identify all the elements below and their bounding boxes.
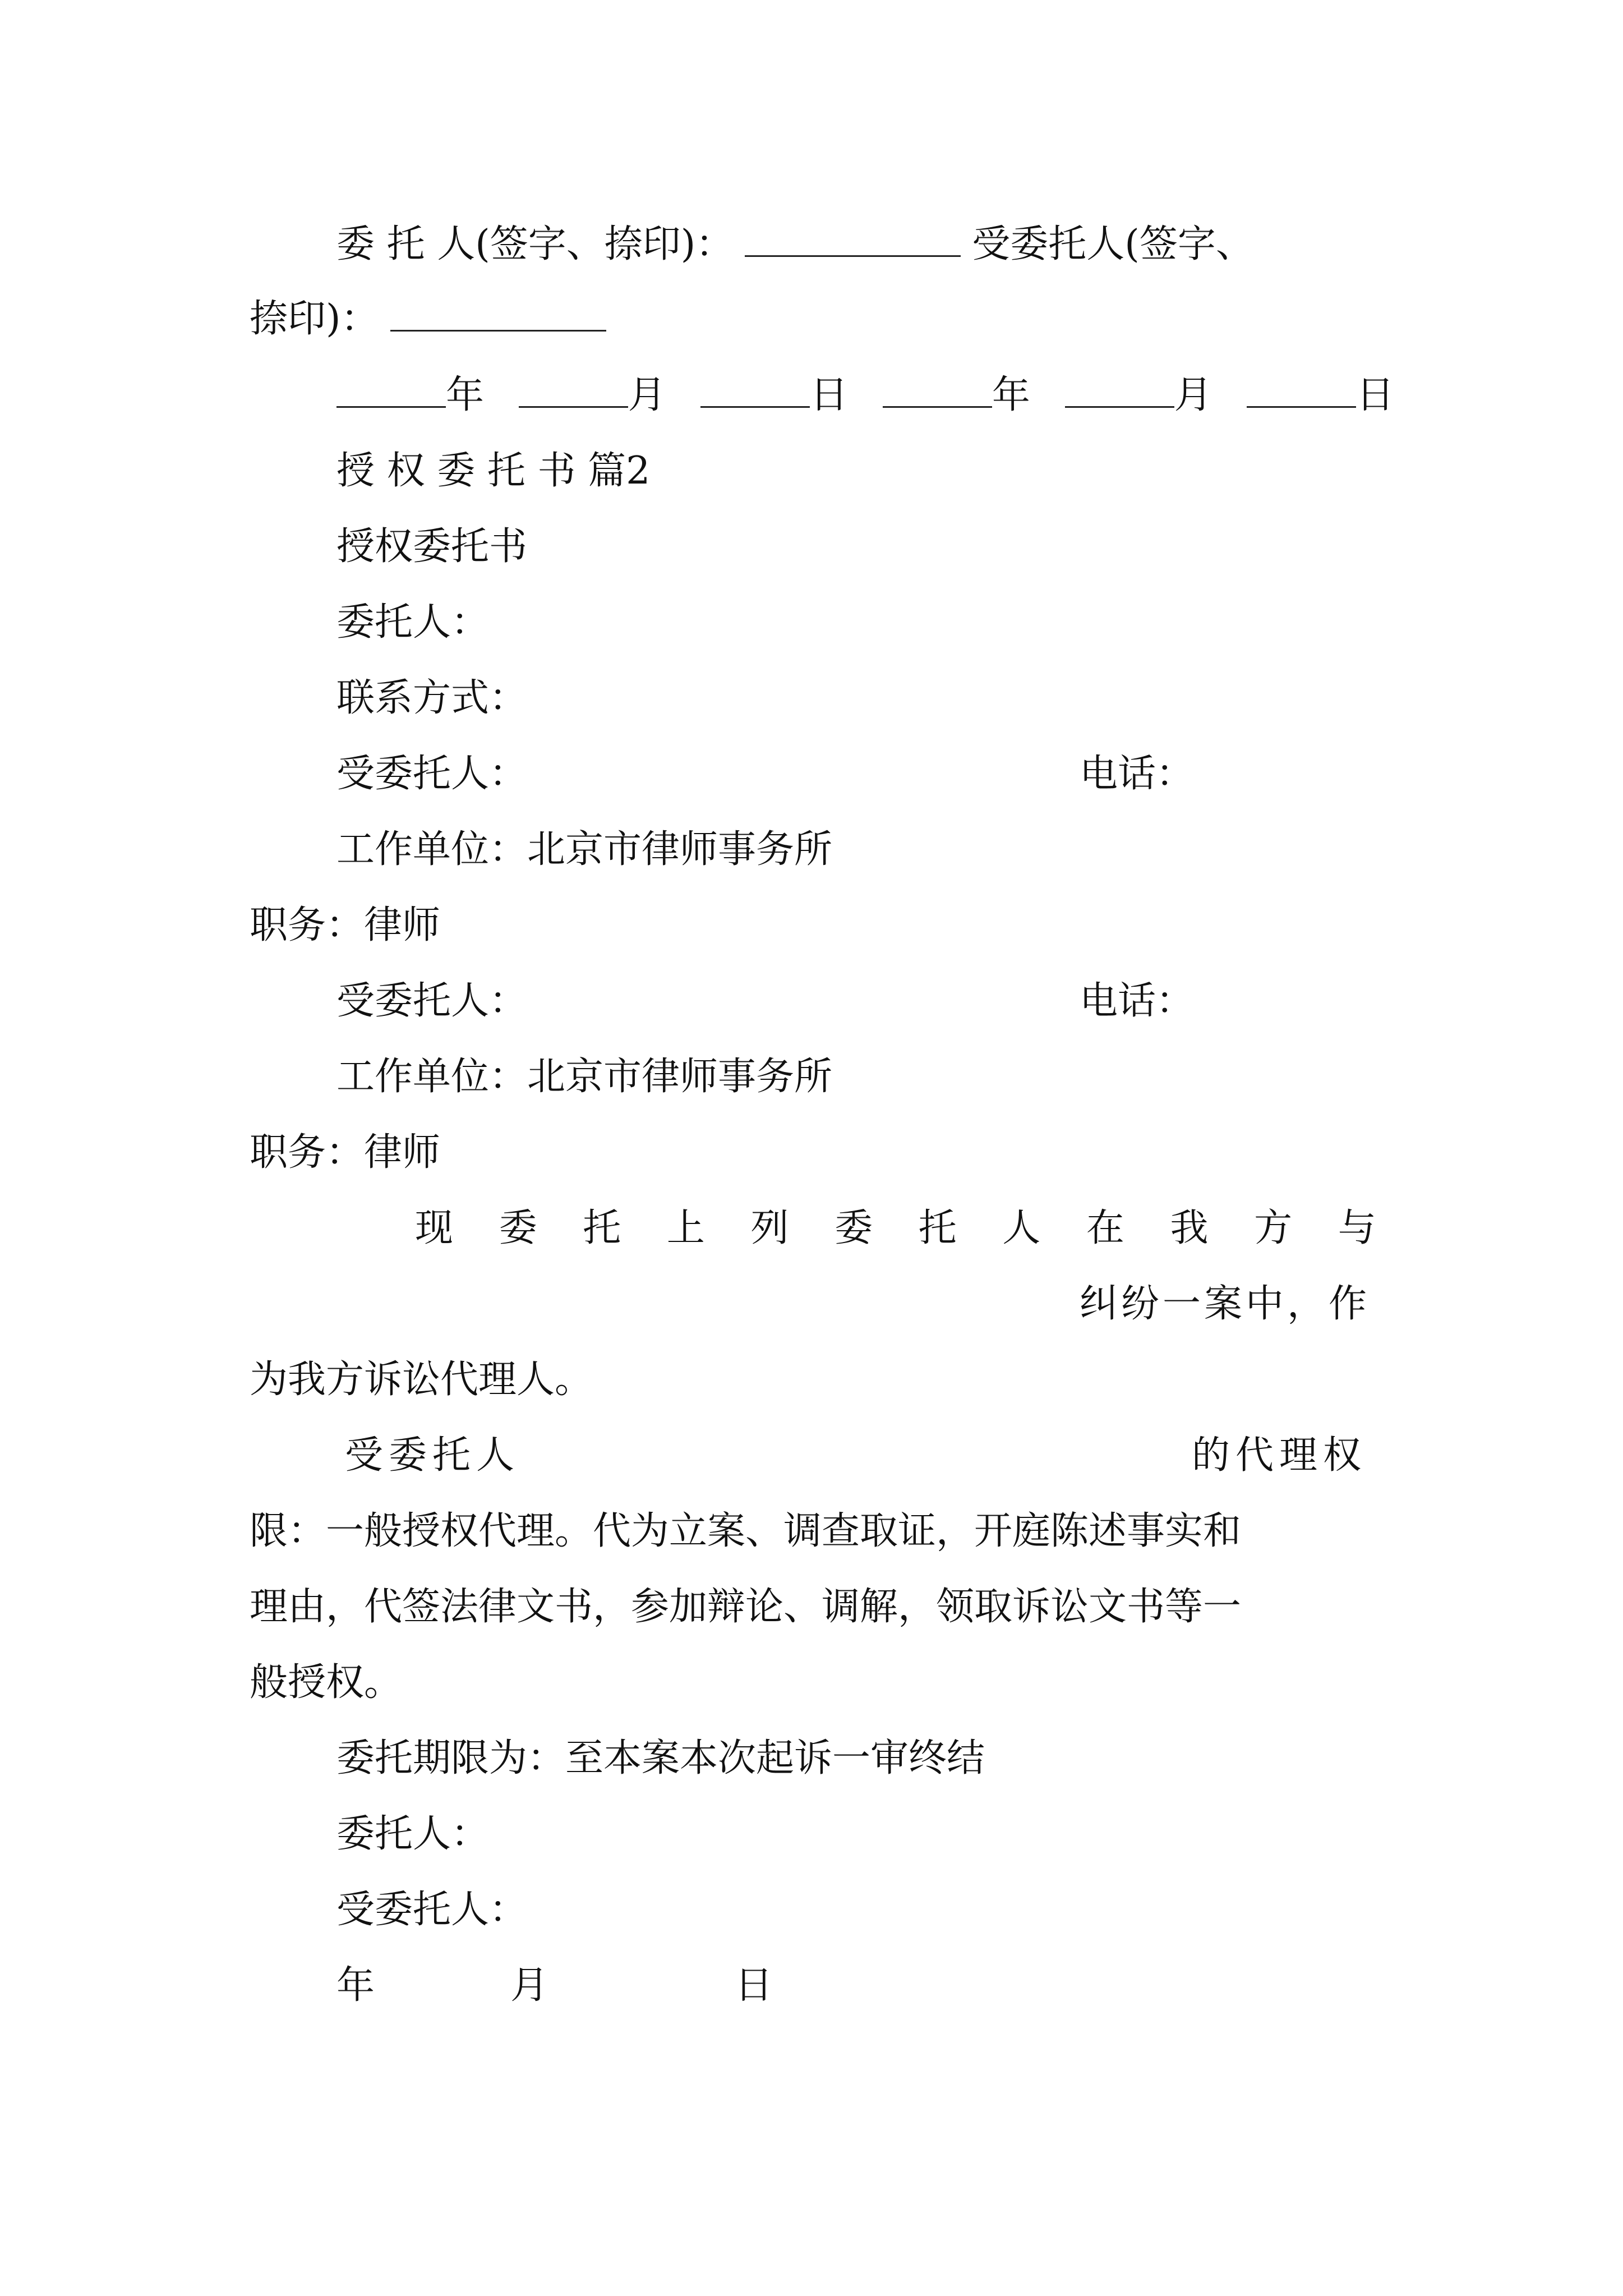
section-heading: 授 权 委 托 书 篇2 <box>336 449 651 493</box>
date-blank <box>519 367 628 408</box>
commission-text-line-1: 现 委 托 上 列 委 托 人 在 我 方 与 <box>415 1206 1393 1250</box>
authority-line-4: 般授权。 <box>250 1660 403 1705</box>
agent-1-position: 职务：律师 <box>250 903 441 947</box>
contact-label: 联系方式： <box>336 676 528 720</box>
principal-signature-blank <box>745 216 961 257</box>
agent-1-workplace: 工作单位：北京市律师事务所 <box>336 827 833 872</box>
authority-line-2: 限：一般授权代理。代为立案、调查取证，开庭陈述事实和 <box>250 1509 1242 1553</box>
date-day-1: 日 <box>810 373 849 417</box>
date-blank <box>1247 367 1356 408</box>
principal-signature-line <box>336 216 1254 273</box>
principal-label: 委托人： <box>336 600 490 645</box>
agent-signature-label: 受委托人(签字、 <box>972 222 1254 266</box>
agent-2-position: 职务：律师 <box>250 1130 441 1175</box>
sign-year: 年 <box>336 1963 375 2008</box>
principal-signature-label: 委 托 人(签字、捺印)： <box>336 222 734 266</box>
authority-left: 受委托人 <box>345 1433 520 1478</box>
agent-2-label: 受委托人： <box>336 979 528 1023</box>
commission-text-line-2: 纠纷一案中，作 <box>1080 1282 1371 1326</box>
date-blank <box>1065 367 1174 408</box>
agent-2-workplace: 工作单位：北京市律师事务所 <box>336 1055 833 1099</box>
agent-1-label: 受委托人： <box>336 752 528 796</box>
date-blank <box>883 367 992 408</box>
date-year-1: 年 <box>446 373 485 417</box>
agent-signature-line <box>250 291 617 347</box>
date-blank <box>336 367 446 408</box>
agent-signature-blank <box>390 291 606 332</box>
agent-signature-label-cont: 捺印)： <box>250 297 379 341</box>
authority-right: 的代理权 <box>1192 1433 1367 1478</box>
date-day-2: 日 <box>1356 373 1395 417</box>
authority-line-3: 理由，代签法律文书，参加辩论、调解，领取诉讼文书等一 <box>250 1585 1242 1629</box>
agent-2-phone-label: 电话： <box>1080 979 1195 1023</box>
agent-1-phone-label: 电话： <box>1080 752 1195 796</box>
sign-principal-label: 委托人： <box>336 1812 490 1856</box>
sign-agent-label: 受委托人： <box>336 1888 528 1932</box>
sign-day: 日 <box>735 1963 773 2008</box>
date-month-2: 月 <box>1174 373 1212 417</box>
commission-text-line-3: 为我方诉讼代理人。 <box>250 1358 593 1402</box>
date-year-2: 年 <box>992 373 1030 417</box>
document-title: 授权委托书 <box>336 524 528 569</box>
sign-month: 月 <box>510 1963 549 2008</box>
date-month-1: 月 <box>628 373 666 417</box>
signature-dates <box>336 367 1394 424</box>
date-blank <box>700 367 810 408</box>
term-text: 委托期限为：至本案本次起诉一审终结 <box>336 1736 985 1780</box>
